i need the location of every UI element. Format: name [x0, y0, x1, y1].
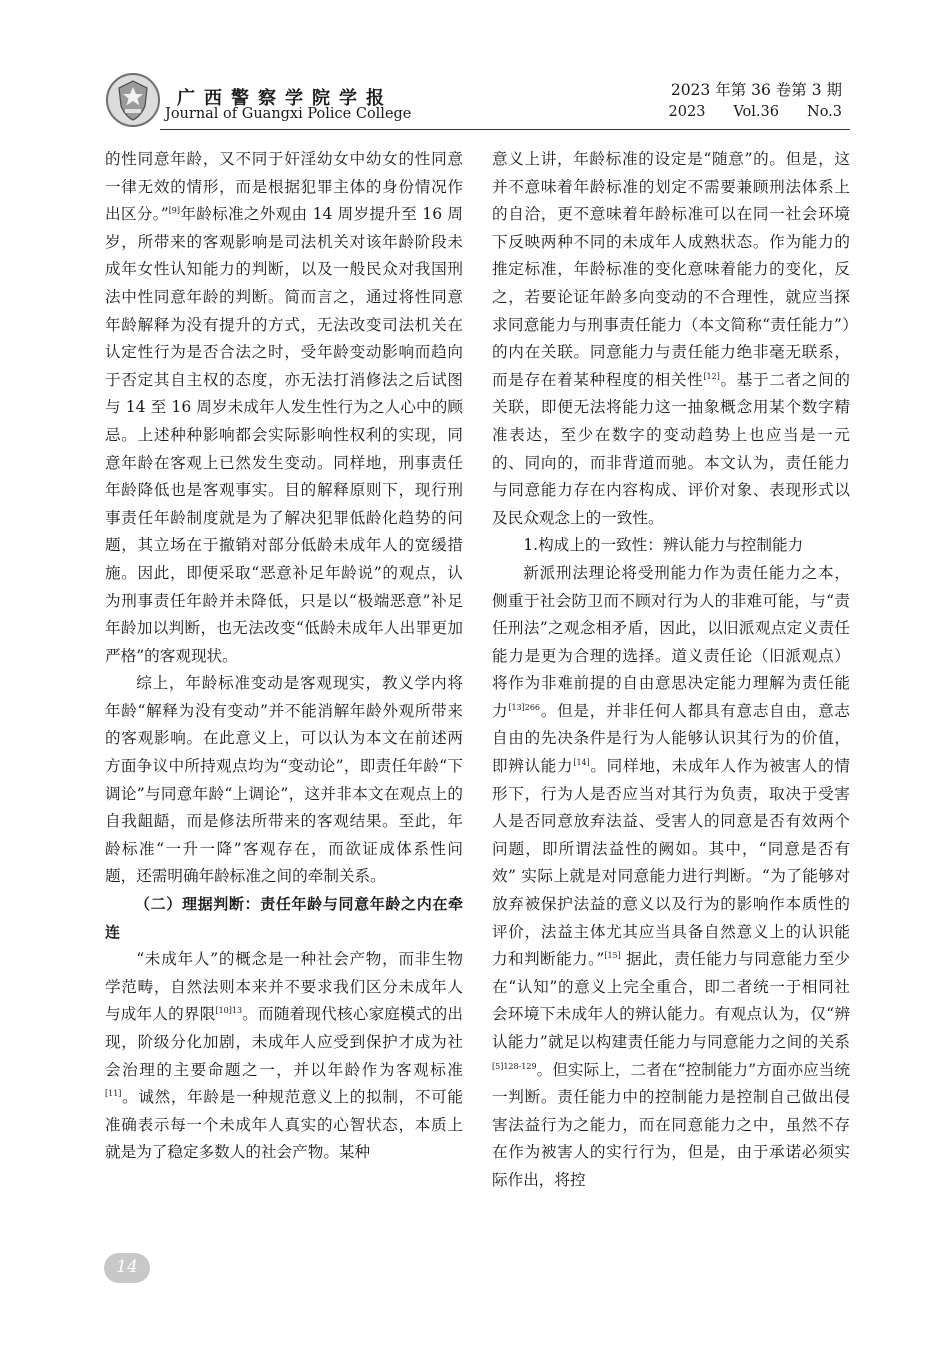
citation-ref: [9]: [168, 206, 181, 215]
issue-number: No.3: [807, 104, 842, 120]
issue-info-cn: 2023 年第 36 卷第 3 期: [670, 81, 842, 99]
citation-ref: [11]: [105, 1089, 122, 1098]
issue-year: 2023: [668, 104, 706, 120]
journal-title-en: Journal of Guangxi Police College: [165, 106, 412, 122]
citation-ref: [10]13: [215, 1006, 243, 1016]
paragraph: “未成年人”的概念是一种社会产物，而非生物学范畴，自然法则本来并不要求我们区分未成年人与成年人的界限$^{[10]13}$。而随着现代核心家庭模式的出现，阶级分化加剧，未成年人应受到保护才成为社会治理的主要命题之一，并以年龄作为客观标准[11]。诚然，年龄是一种规范意义上的拟制，不可能准确表示每一个未成年人真实的心智状态，本质上就是为了稳定多数人的社会产物。某种: [105, 950, 463, 1162]
right-column: [492, 146, 850, 1195]
section-heading: （二）理据判断：责任年龄与同意年龄之内在牵连: [105, 895, 463, 941]
citation-ref: [14]: [573, 757, 590, 767]
subsection-heading: 1.构成上的一致性：辨认能力与控制能力: [523, 536, 804, 555]
running-header: [105, 72, 845, 130]
issue-volume: Vol.36: [733, 104, 779, 120]
paragraph: 综上，年龄标准变动是客观现实，教义学内将年龄“解释为没有变动”并不能消解年龄外观所带来的客观影响。在此意义上，可以认为本文在前述两方面争议中所持观点均为“变动论”，即责任年龄“下调论”与同意年龄“上调论”，这并非本文在观点上的自我龃龉，而是修法所带来的客观结果。至此，年龄标准“一升一降”客观存在，而欲证成体系性问题，还需明确年龄标准之间的牵制关系。: [105, 674, 463, 886]
citation-ref: [15]: [604, 951, 621, 961]
page-number-badge: [104, 1253, 150, 1283]
journal-title-cn: 广西警察学院学报: [177, 88, 393, 109]
paragraph: 新派刑法理论将受刑能力作为责任能力之本，侧重于社会防卫而不顾对行为人的非难可能，与“责任刑法”之观念相矛盾，因此，以旧派观点定义责任能力是更为合理的选择。道义责任论（旧派观点）将作为非难前提的自由意思决定能力理解为责任能力$^{[13]266}$。但是，并非任何人都具有意志自由，意志自由的先决条件是行为人能够认识其行为的价值，即辨认能力[14]。同样地，未成年人作为被害人的情形下，行为人是否应当对其行为负责，取决于受害人是否同意放弃法益、受害人的同意是否有效两个问题，即所谓法益性的阙如。其中，“同意是否有效” 实际上就是对同意能力进行判断。“为了能够对放弃被保护法益的意义以及行为的影响作本质性的评价，法益主体尤其应当具备自然意义上的认识能力和判断能力。”[15] 据此，责任能力与同意能力至少在“认知”的意义上完全重合，即二者统一于相同社会环境下未成年人的辨认能力。有观点认为，仅“辨认能力”就足以构建责任能力与同意能力之间的关系$^{[5]128-129}$。但实际上，二者在“控制能力”方面亦应当统一判断。责任能力中的控制能力是控制自己做出侵害法益行为之能力，而在同意能力之中，虽然不存在作为被害人的实行行为，但是，由于承诺必须实际作出，将控: [492, 563, 850, 1189]
page-number: 14: [116, 1257, 138, 1277]
header-rule: [160, 129, 850, 130]
paragraph: 的性同意年龄，又不同于奸淫幼女中幼女的性同意一律无效的情形，而是根据犯罪主体的身份情况作出区分。”[9]年龄标准之外观由 14 周岁提升至 16 周岁，所带来的客观影响是司法机关对该年龄阶段未成年女性认知能力的判断，以及一般民众对我国刑法中性同意年龄的判断。简而言之，通过将性同意年龄解释为没有提升的方式，无法改变司法机关在认定性行为是否合法之时，受年龄变动影响而趋向于否定其自主权的态度，亦无法打消修法之后试图与 14 至 16 周岁未成年人发生性行为之人心中的顾忌。上述种种影响都会实际影响性权利的实现，同意年龄在客观上已然发生变动。同样地，刑事责任年龄降低也是客观事实。目的解释原则下，现行刑事责任年龄制度就是为了解决犯罪低龄化趋势的问题，其立场在于撤销对部分低龄未成年人的宽缓措施。因此，即便采取“恶意补足年龄说”的观点，认为刑事责任年龄并未降低，只是以“极端恶意”补足年龄加以判断，也无法改变“低龄未成年人出罪更加严格”的客观现状。: [105, 150, 463, 665]
police-badge-icon: [105, 72, 161, 128]
issue-info-en: [669, 104, 842, 120]
paragraph: 意义上讲，年龄标准的设定是“随意”的。但是，这并不意味着年龄标准的划定不需要兼顾刑法体系上的自洽，更不意味着年龄标准可以在同一社会环境下反映两种不同的未成年人成熟状态。作为能力的推定标准，年龄标准的变化意味着能力的变化，反之，若要论证年龄多向变动的不合理性，就应当探求同意能力与刑事责任能力（本文简称“责任能力”）的内在关联。同意能力与责任能力绝非毫无联系，而是存在着某种程度的相关性[12]。基于二者之间的关联，即便无法将能力这一抽象概念用某个数字精准表达，至少在数字的变动趋势上也应当是一元的、同向的，而非背道而驰。本文认为，责任能力与同意能力存在内容构成、评价对象、表现形式以及民众观念上的一致性。: [492, 150, 850, 527]
citation-ref: [5]128-129: [492, 1061, 537, 1071]
left-column: [105, 146, 463, 1167]
citation-ref: [12]: [703, 371, 720, 381]
citation-ref: [13]266: [508, 702, 541, 712]
